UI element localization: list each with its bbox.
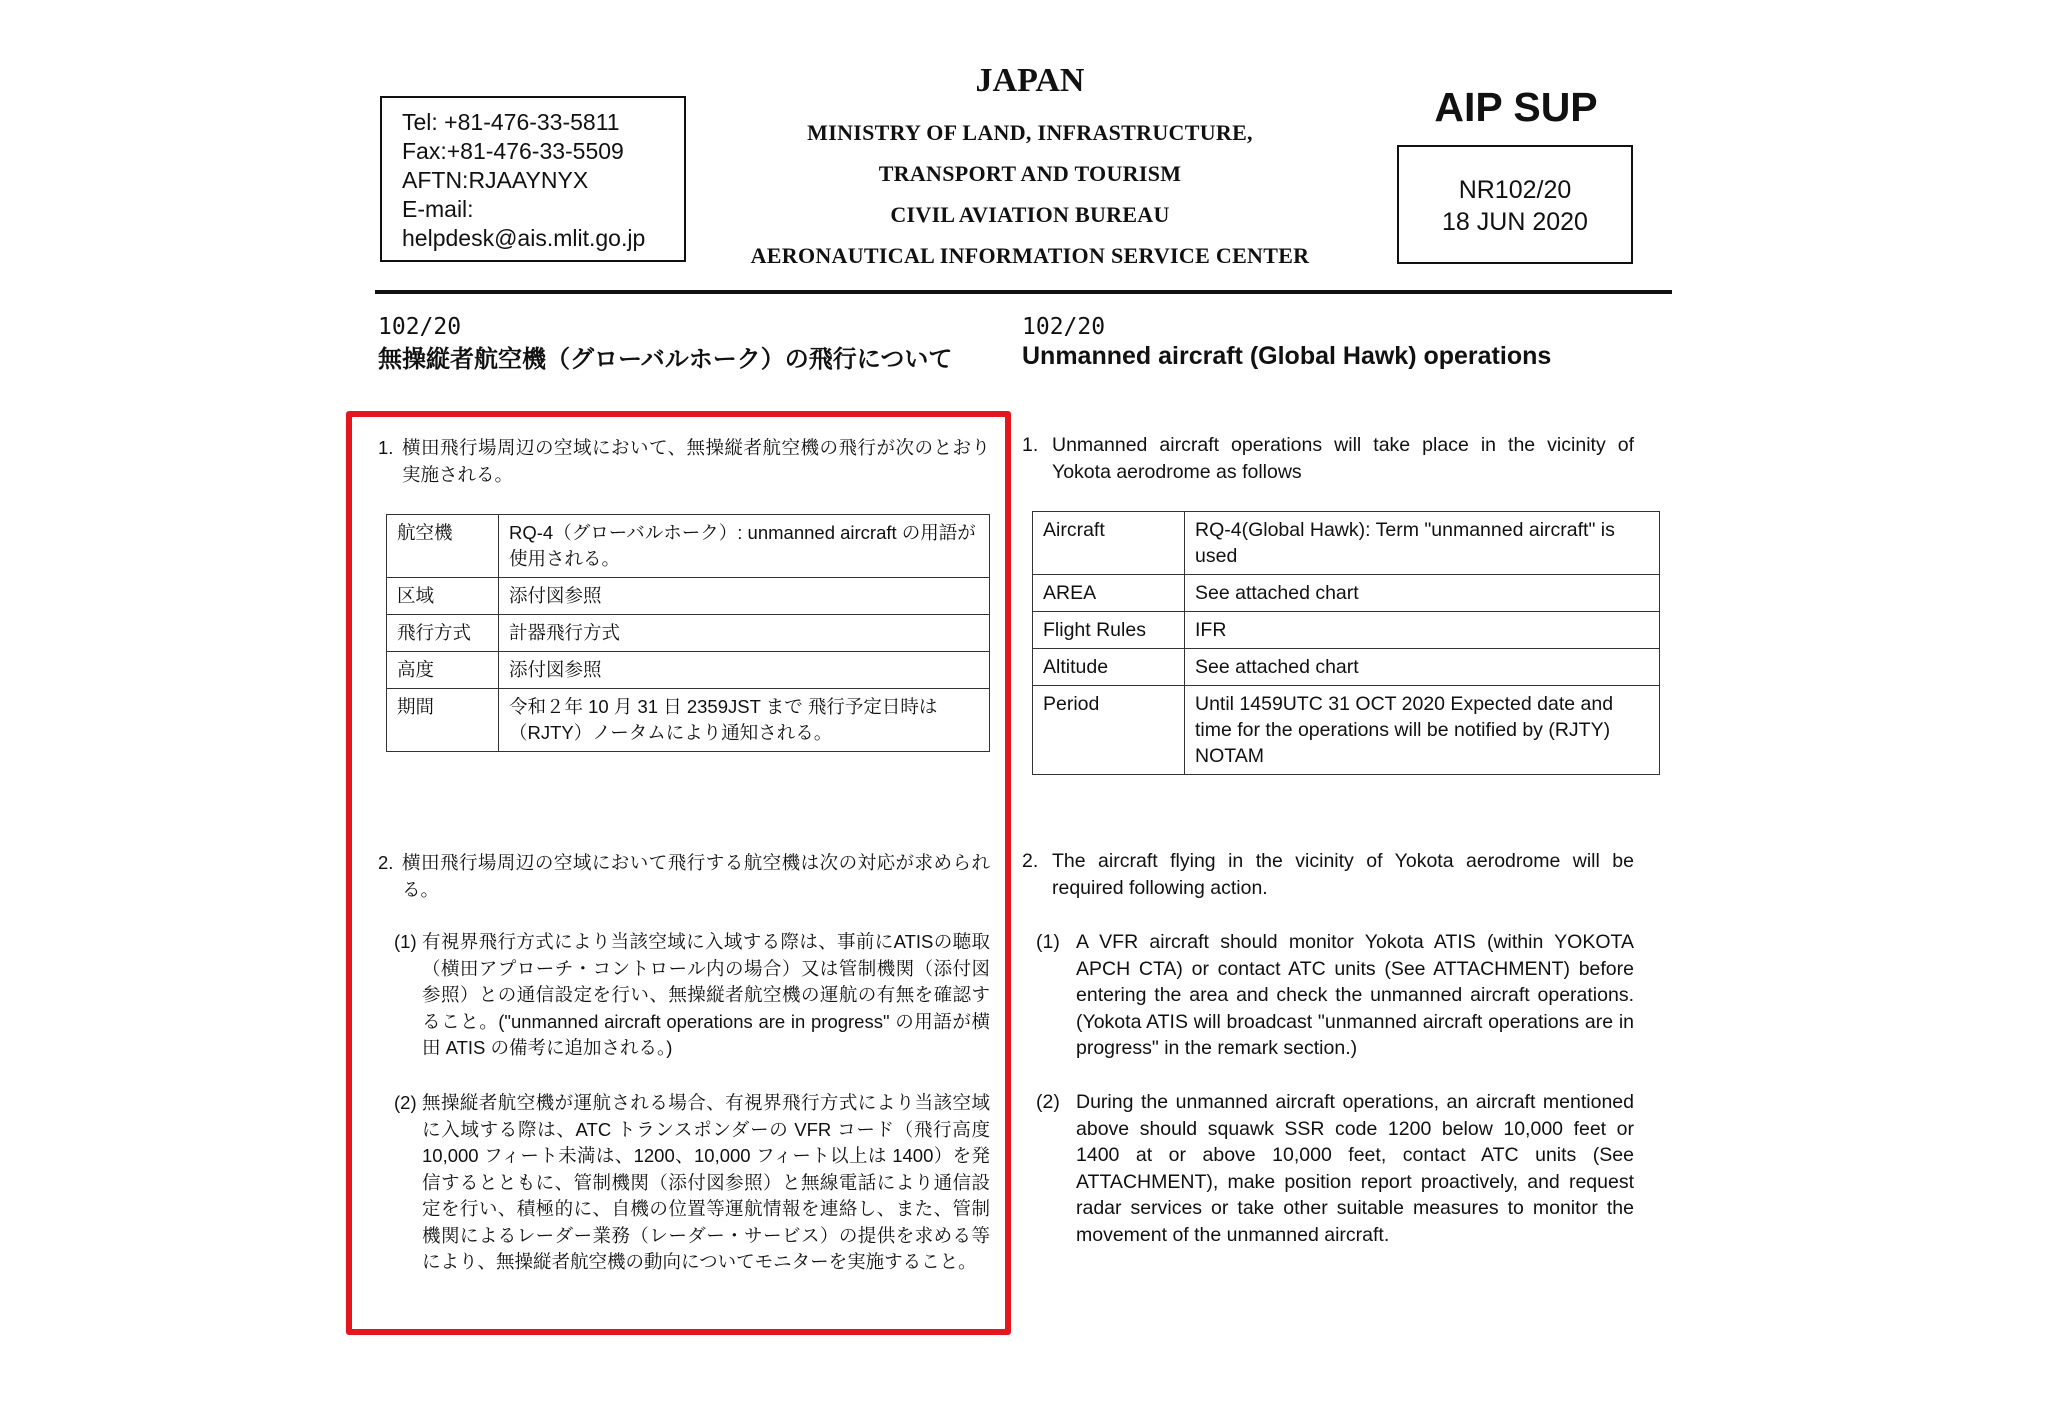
ja-p1-number: 1. bbox=[378, 437, 394, 458]
table-label: 期間 bbox=[387, 689, 499, 752]
service-center-name: AERONAUTICAL INFORMATION SERVICE CENTER bbox=[750, 243, 1310, 268]
ministry-line-1: MINISTRY OF LAND, INFRASTRUCTURE, bbox=[807, 120, 1253, 145]
table-value: 添付図参照 bbox=[499, 652, 990, 689]
ja-p2-number: 2. bbox=[378, 852, 394, 873]
contact-box bbox=[380, 96, 686, 262]
en-subparagraph-2 bbox=[1036, 1089, 1634, 1248]
ja-s2-number: (2) bbox=[394, 1092, 417, 1113]
en-p2-number: 2. bbox=[1022, 850, 1039, 872]
sup-id-box bbox=[1397, 145, 1633, 264]
sup-date: 18 JUN 2020 bbox=[1442, 208, 1588, 236]
table-value: 計器飛行方式 bbox=[499, 615, 990, 652]
en-s1-number: (1) bbox=[1036, 931, 1060, 953]
en-s2-text: During the unmanned aircraft operations, an aircraft mentioned above should squawk SSR code 1200 below 10,000 feet or 1400 at or above 10,000 feet, contact ATC units (See ATTACHMENT), make position report proactively, and request radar services or take other suitable measures to monitor the movement of the unmanned aircraft. bbox=[1076, 1091, 1634, 1246]
bureau-name: CIVIL AVIATION BUREAU bbox=[890, 202, 1170, 227]
table-label: 飛行方式 bbox=[387, 615, 499, 652]
ja-s1-text: 有視界飛行方式により当該空域に入域する際は、事前にATISの聴取（横田アプローチ・コントロール内の場合）又は管制機関（添付図参照）との通信設定を行い、無操縦者航空機の運航の有無を確認すること。("unmanned aircraft operations are in progress" の用語が横田 ATIS の備考に追加される。) bbox=[422, 931, 990, 1058]
table-value: See attached chart bbox=[1185, 575, 1660, 612]
contact-aftn: AFTN:RJAAYNYX bbox=[402, 167, 589, 193]
table-row bbox=[1033, 612, 1660, 649]
en-s1-text: A VFR aircraft should monitor Yokota ATIS (within YOKOTA APCH CTA) or contact ATC units (See ATTACHMENT) before entering the area and check the unmanned aircraft operations. (Yokota ATIS will broadcast "unmanned aircraft operations are in progress" in the remark section.) bbox=[1076, 931, 1634, 1059]
aip-sup-label: AIP SUP bbox=[1434, 84, 1598, 130]
table-label: 航空機 bbox=[387, 515, 499, 578]
issuing-authority bbox=[700, 58, 1360, 276]
table-value: IFR bbox=[1185, 612, 1660, 649]
table-label: Period bbox=[1033, 686, 1185, 775]
table-label: Aircraft bbox=[1033, 512, 1185, 575]
en-s2-number: (2) bbox=[1036, 1091, 1060, 1113]
table-value: Until 1459UTC 31 OCT 2020 Expected date and time for the operations will be notified by (RJTY) NOTAM bbox=[1185, 686, 1660, 775]
table-label: 区域 bbox=[387, 578, 499, 615]
country-title: JAPAN bbox=[975, 62, 1085, 99]
table-label: Flight Rules bbox=[1033, 612, 1185, 649]
en-paragraph-1 bbox=[1022, 432, 1634, 485]
table-label: Altitude bbox=[1033, 649, 1185, 686]
en-p2-text: The aircraft flying in the vicinity of Yokota aerodrome will be required following action. bbox=[1052, 850, 1634, 899]
contact-fax: Fax:+81-476-33-5509 bbox=[402, 138, 624, 164]
contact-email-label: E-mail: bbox=[402, 196, 474, 222]
table-label: AREA bbox=[1033, 575, 1185, 612]
en-subparagraph-1 bbox=[1036, 929, 1634, 1062]
table-row bbox=[1033, 686, 1660, 775]
contact-email: helpdesk@ais.mlit.go.jp bbox=[402, 225, 646, 251]
en-paragraph-2 bbox=[1022, 848, 1634, 901]
red-highlight-box bbox=[346, 411, 1011, 1335]
ja-s2-text: 無操縦者航空機が運航される場合、有視界飛行方式により当該空域に入域する際は、ATC トランスポンダーの VFR コード（飛行高度 10,000 フィート未満は、1200、10,000 フィート以上は 1400）を発信するとともに、管制機関（添付図参照）と無線電話により通信設定を行い、積極的に、自機の位置等運航情報を連絡し、また、管制機関によるレーダー業務（レーダー・サービス）の提供を求める等により、無操縦者航空機の動向についてモニターを実施すること。 bbox=[422, 1092, 990, 1272]
ja-ref-number: 102/20 bbox=[378, 314, 462, 340]
ja-s1-number: (1) bbox=[394, 931, 417, 952]
ja-title: 無操縦者航空機（グローバルホーク）の飛行について bbox=[378, 346, 953, 373]
table-value: RQ-4(Global Hawk): Term "unmanned aircraft" is used bbox=[1185, 512, 1660, 575]
table-value: 添付図参照 bbox=[499, 578, 990, 615]
table-value: RQ-4（グローバルホーク）: unmanned aircraft の用語が使用される。 bbox=[499, 515, 990, 578]
table-row bbox=[1033, 649, 1660, 686]
sup-number: NR102/20 bbox=[1458, 176, 1572, 204]
en-spec-table bbox=[1032, 511, 1660, 775]
en-title: Unmanned aircraft (Global Hawk) operations bbox=[1022, 342, 1552, 370]
table-row bbox=[1033, 512, 1660, 575]
ministry-line-2: TRANSPORT AND TOURISM bbox=[878, 161, 1182, 186]
en-p1-number: 1. bbox=[1022, 434, 1039, 456]
table-label: 高度 bbox=[387, 652, 499, 689]
en-ref-number: 102/20 bbox=[1022, 314, 1106, 340]
ja-p1-text: 横田飛行場周辺の空域において、無操縦者航空機の飛行が次のとおり実施される。 bbox=[402, 437, 990, 485]
table-row bbox=[1033, 575, 1660, 612]
table-value: 令和２年 10 月 31 日 2359JST まで 飛行予定日時は（RJTY）ノータムにより通知される。 bbox=[499, 689, 990, 752]
en-p1-text: Unmanned aircraft operations will take place in the vicinity of Yokota aerodrome as follows bbox=[1052, 434, 1634, 483]
table-value: See attached chart bbox=[1185, 649, 1660, 686]
contact-tel: Tel: +81-476-33-5811 bbox=[402, 109, 620, 135]
header-divider bbox=[375, 290, 1672, 294]
ja-p2-text: 横田飛行場周辺の空域において飛行する航空機は次の対応が求められる。 bbox=[402, 852, 990, 900]
